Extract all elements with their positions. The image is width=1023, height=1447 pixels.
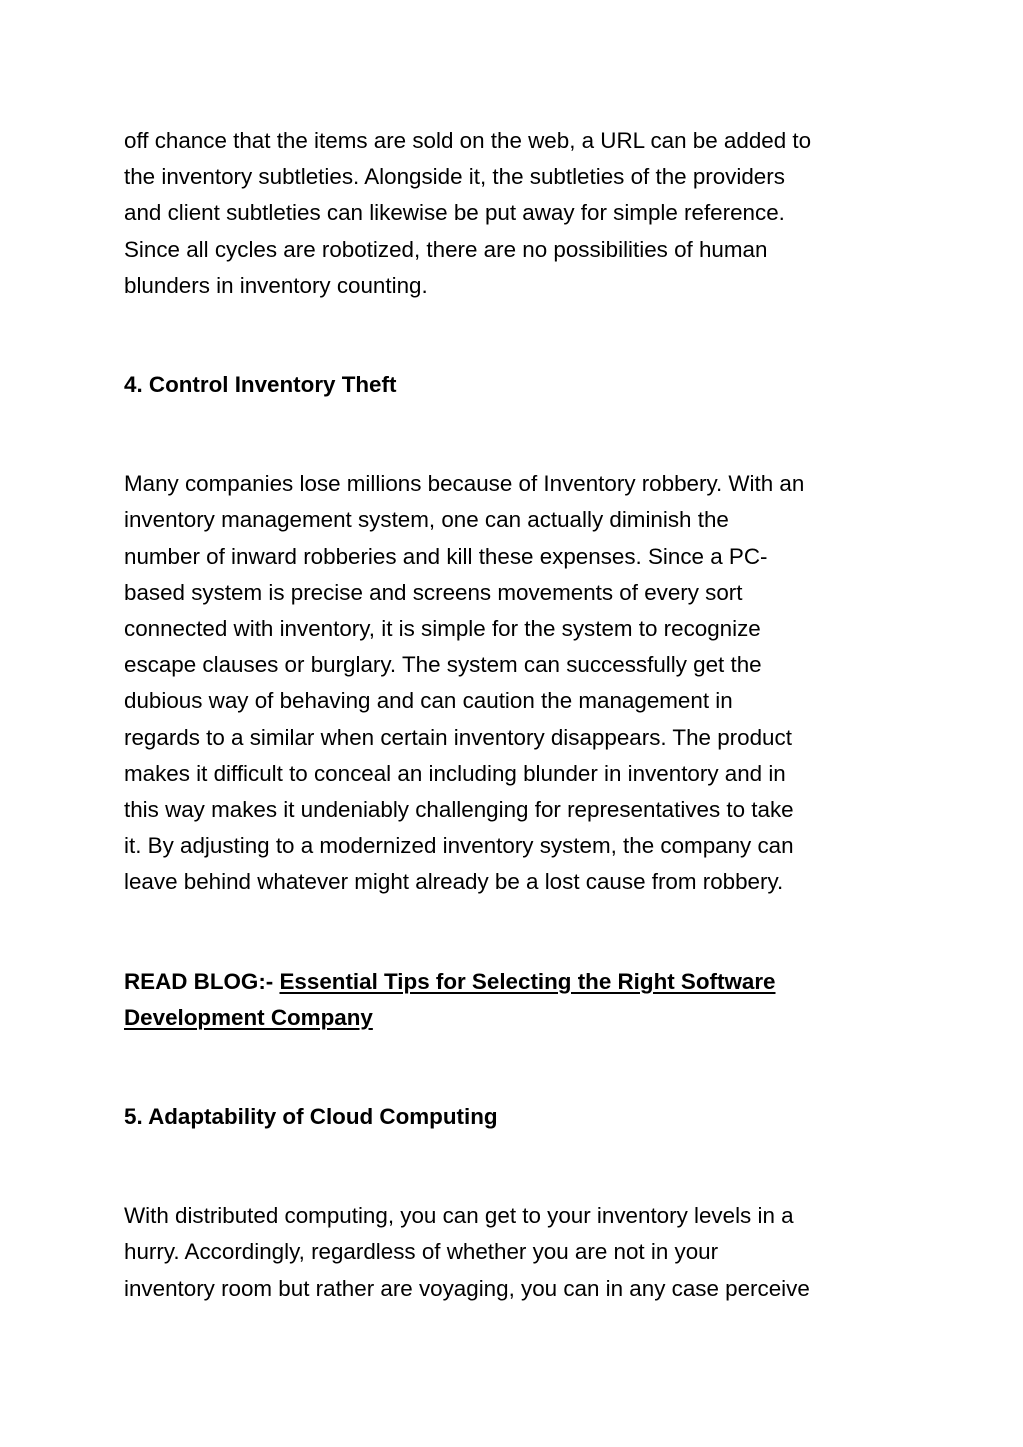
paragraph-inventory-theft: Many companies lose millions because of Inventory robbery. With an inventory management system, one can actually diminish the number of inward robberies and kill these expenses. Since a PC- based system is precise and screens movements of every sort connected with inventory, it is simple for the system to recognize escape clauses or burglary. The system can successfully get the dubious way of behaving and can caution the management in regards to a similar when certain inventory disappears. The product makes it difficult to conceal an including blunder in inventory and in this way makes it undeniably challenging for representatives to take it. By adjusting to a modernized inventory system, the company can leave behind whatever might already be a lost cause from robbery.: [124, 471, 805, 895]
paragraph-inventory-details: off chance that the items are sold on the web, a URL can be added to the inventory subtleties. Alongside it, the subtleties of the providers and client subtleties can likewise be put away for simple reference. Since all cycles are robotized, there are no possibilities of human blunders in inventory counting.: [124, 128, 812, 298]
paragraph-cloud-computing: With distributed computing, you can get to your inventory levels in a hurry. Accordingly, regardless of whether you are not in your inventory room but rather are voyaging, you can in any case perceive: [124, 1203, 810, 1301]
read-blog-callout: [124, 964, 914, 1036]
read-blog-label: READ BLOG:-: [124, 968, 280, 994]
read-blog-link[interactable]: Essential Tips for Selecting the Right Software Development Company: [124, 968, 776, 1030]
document-page: [124, 123, 914, 1307]
section-heading-control-inventory-theft: 4. Control Inventory Theft: [124, 372, 397, 398]
section-heading-cloud-computing: 5. Adaptability of Cloud Computing: [124, 1104, 498, 1130]
